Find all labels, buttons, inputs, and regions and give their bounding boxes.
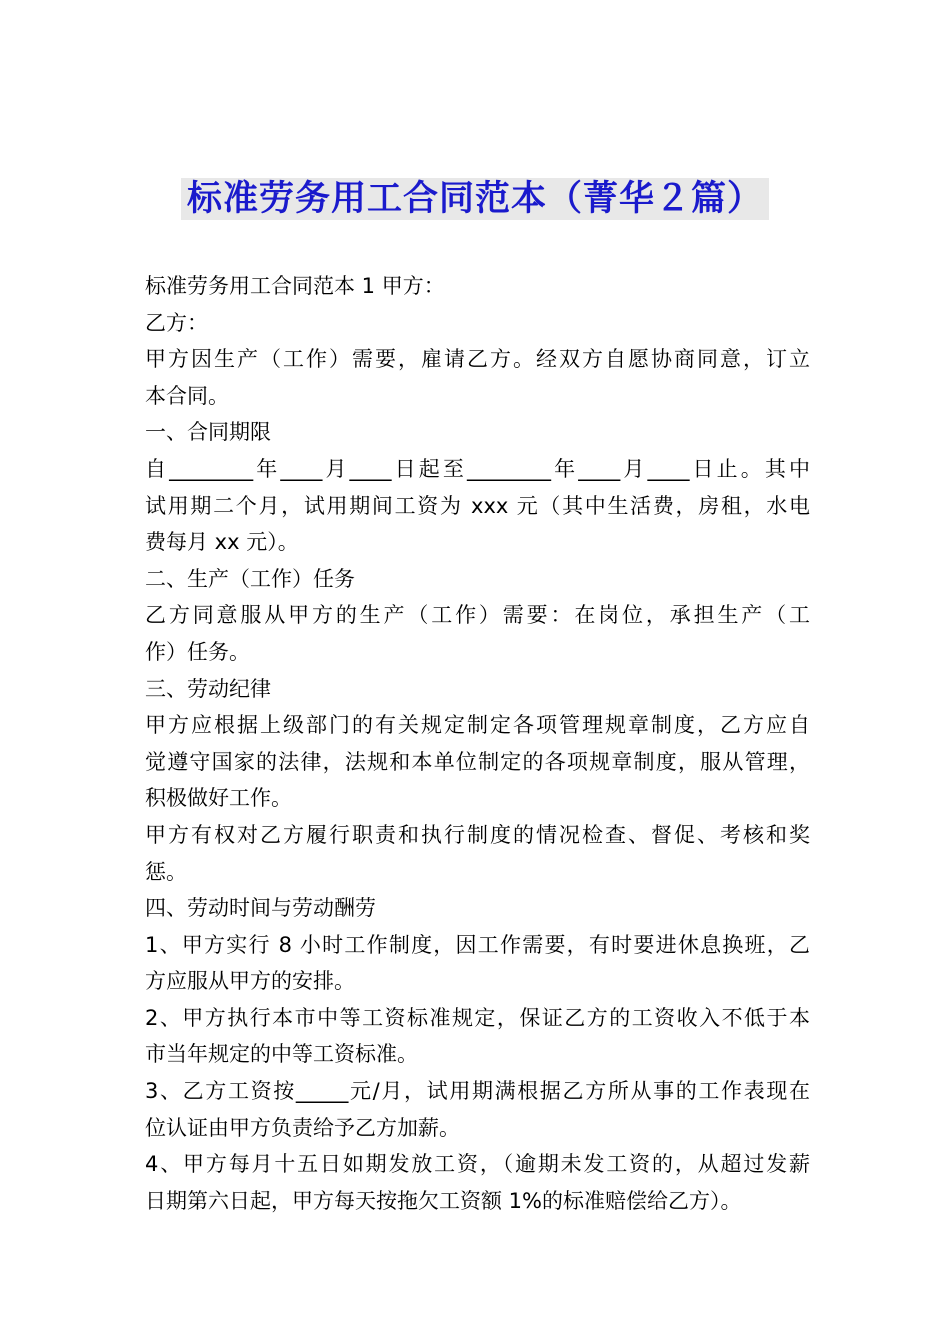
document-title: 标准劳务用工合同范本（菁华２篇）: [181, 178, 769, 220]
text-line: 费每月 xx 元）。: [145, 530, 299, 555]
text-line: 3、乙方工资按_____元/月，试用期满根据乙方所从事的工作表现在: [145, 1079, 810, 1104]
text-line: 标准劳务用工合同范本 1 甲方：: [145, 274, 445, 298]
text-line: 2、甲方执行本市中等工资标准规定，保证乙方的工资收入不低于本: [145, 1005, 810, 1030]
text-line: 惩。: [145, 859, 187, 884]
section-heading: 三、劳动纪律: [145, 676, 271, 701]
text-line: 积极做好工作。: [145, 786, 292, 811]
section-heading: 四、劳动时间与劳动酬劳: [145, 896, 376, 921]
text-line: 日期第六日起，甲方每天按拖欠工资额 1%的标准赔偿给乙方）。: [145, 1188, 742, 1213]
text-line: 觉遵守国家的法律，法规和本单位制定的各项规章制度，服从管理，: [145, 749, 810, 774]
text-line: 试用期二个月，试用期间工资为 xxx 元（其中生活费，房租，水电: [145, 493, 810, 518]
text-line: 乙方：: [145, 310, 208, 335]
text-line: 1、甲方实行 8 小时工作制度，因工作需要，有时要进休息换班，乙: [145, 932, 810, 957]
text-line: 4、甲方每月十五日如期发放工资，（逾期未发工资的，从超过发薪: [145, 1152, 810, 1177]
title-container: [0, 178, 950, 220]
text-line: 位认证由甲方负责给予乙方加薪。: [145, 1115, 460, 1140]
text-line: 甲方应根据上级部门的有关规定制定各项管理规章制度，乙方应自: [145, 713, 810, 738]
text-line: 作）任务。: [145, 639, 250, 664]
text-line: 乙方同意服从甲方的生产（工作）需要：在岗位，承担生产（工: [145, 603, 810, 628]
text-line: 甲方有权对乙方履行职责和执行制度的情况检查、督促、考核和奖: [145, 822, 810, 847]
text-line: 市当年规定的中等工资标准。: [145, 1042, 418, 1067]
text-line: 甲方因生产（工作）需要，雇请乙方。经双方自愿协商同意，订立: [145, 347, 810, 372]
text-line: 本合同。: [145, 383, 229, 408]
document-body: [145, 268, 810, 1219]
text-line: 自________年____月____日起至________年____月____日止。其中: [145, 456, 810, 481]
section-heading: 二、生产（工作）任务: [145, 566, 355, 591]
section-heading: 一、合同期限: [145, 420, 271, 445]
text-line: 方应服从甲方的安排。: [145, 969, 355, 994]
